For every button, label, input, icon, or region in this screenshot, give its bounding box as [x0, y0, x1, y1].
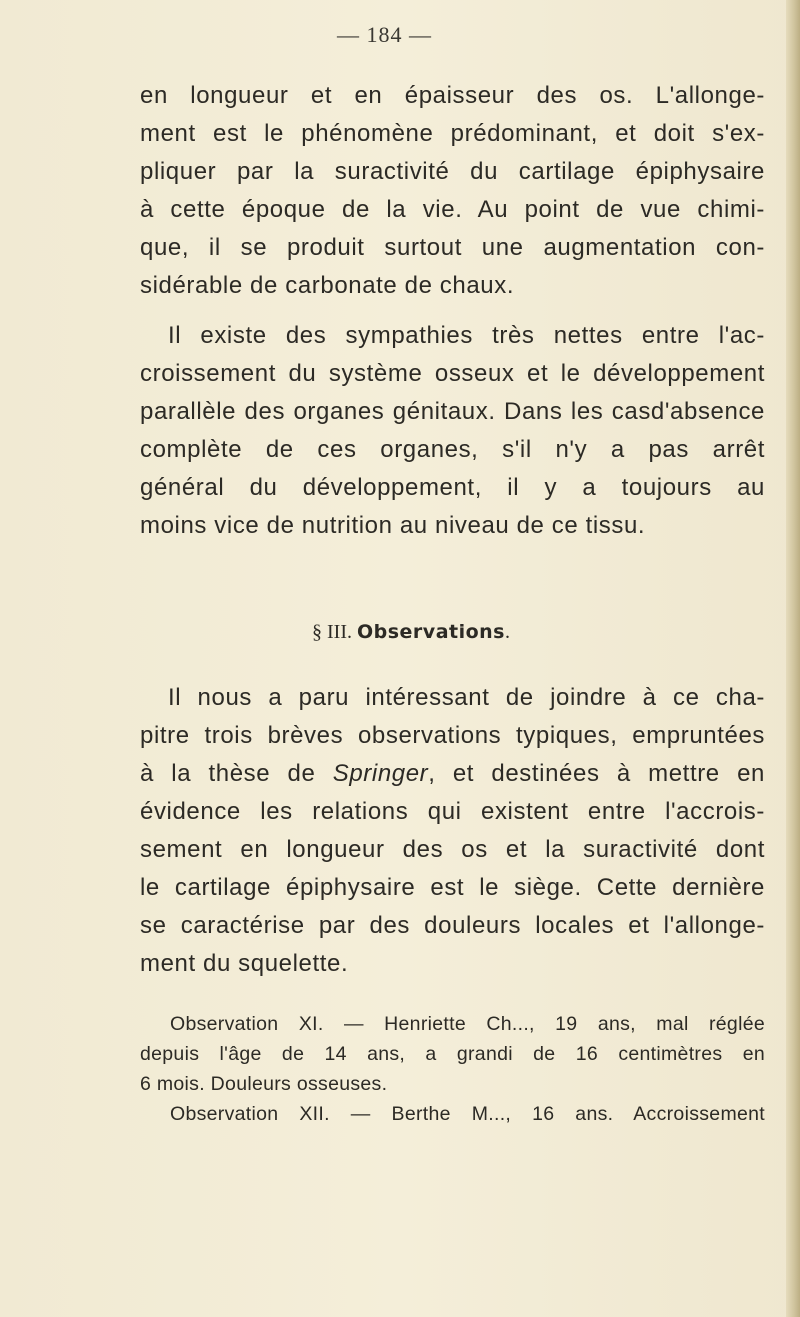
text-line: Il nous a paru intéressant de joindre à ce cha- — [168, 684, 765, 711]
observation-line: 6 mois. Douleurs osseuses. — [140, 1073, 388, 1095]
text-line: ment du squelette. — [140, 950, 349, 977]
text-line — [140, 760, 765, 788]
observation-line: Observation XII. — Berthe M..., 16 ans. Accroissement — [170, 1103, 765, 1125]
text-line: évidence les relations qui existent entre l'accrois- — [140, 798, 765, 825]
text-line: le cartilage épiphysaire est le siège. Cette dernière — [140, 874, 765, 901]
text-line: Il existe des sympathies très nettes entre l'ac- — [168, 322, 765, 349]
author-name-italic: Springer — [332, 760, 429, 787]
observation-line: depuis l'âge de 14 ans, a grandi de 16 centimètres en — [140, 1043, 765, 1065]
section-title: Observations — [356, 621, 505, 643]
page-number: — 184 — — [337, 22, 432, 47]
observation-line: Observation XI. — Henriette Ch..., 19 ans, mal réglée — [170, 1013, 765, 1035]
text-line: pliquer par la suractivité du cartilage épiphysaire — [140, 158, 765, 185]
text-line: à cette époque de la vie. Au point de vue chimi- — [140, 196, 765, 223]
text-line: que, il se produit surtout une augmentation con- — [140, 234, 765, 261]
text-line: général du développement, il y a toujours au — [140, 474, 765, 501]
text-line: croissement du système osseux et le développement — [140, 360, 765, 387]
text-line: parallèle des organes génitaux. Dans les casd'absence — [140, 398, 765, 425]
text-line: se caractérise par des douleurs locales et l'allonge- — [140, 912, 765, 939]
text-fragment: à la thèse de — [140, 760, 316, 787]
page-edge-shadow — [786, 0, 800, 1317]
text-line: moins vice de nutrition au niveau de ce tissu. — [140, 512, 646, 539]
section-prefix: § III. — [312, 621, 352, 643]
section-suffix: . — [505, 621, 510, 643]
text-line: sement en longueur des os et la suractivité dont — [140, 836, 765, 863]
text-line: ment est le phénomène prédominant, et doit s'ex- — [140, 120, 765, 147]
text-line: en longueur et en épaisseur des os. L'allonge- — [140, 82, 765, 109]
text-fragment: , et destinées à mettre en — [428, 760, 765, 787]
text-line: complète de ces organes, s'il n'y a pas arrêt — [140, 436, 765, 463]
section-heading — [312, 621, 510, 644]
text-line: sidérable de carbonate de chaux. — [140, 272, 515, 299]
text-line: pitre trois brèves observations typiques, empruntées — [140, 722, 765, 749]
